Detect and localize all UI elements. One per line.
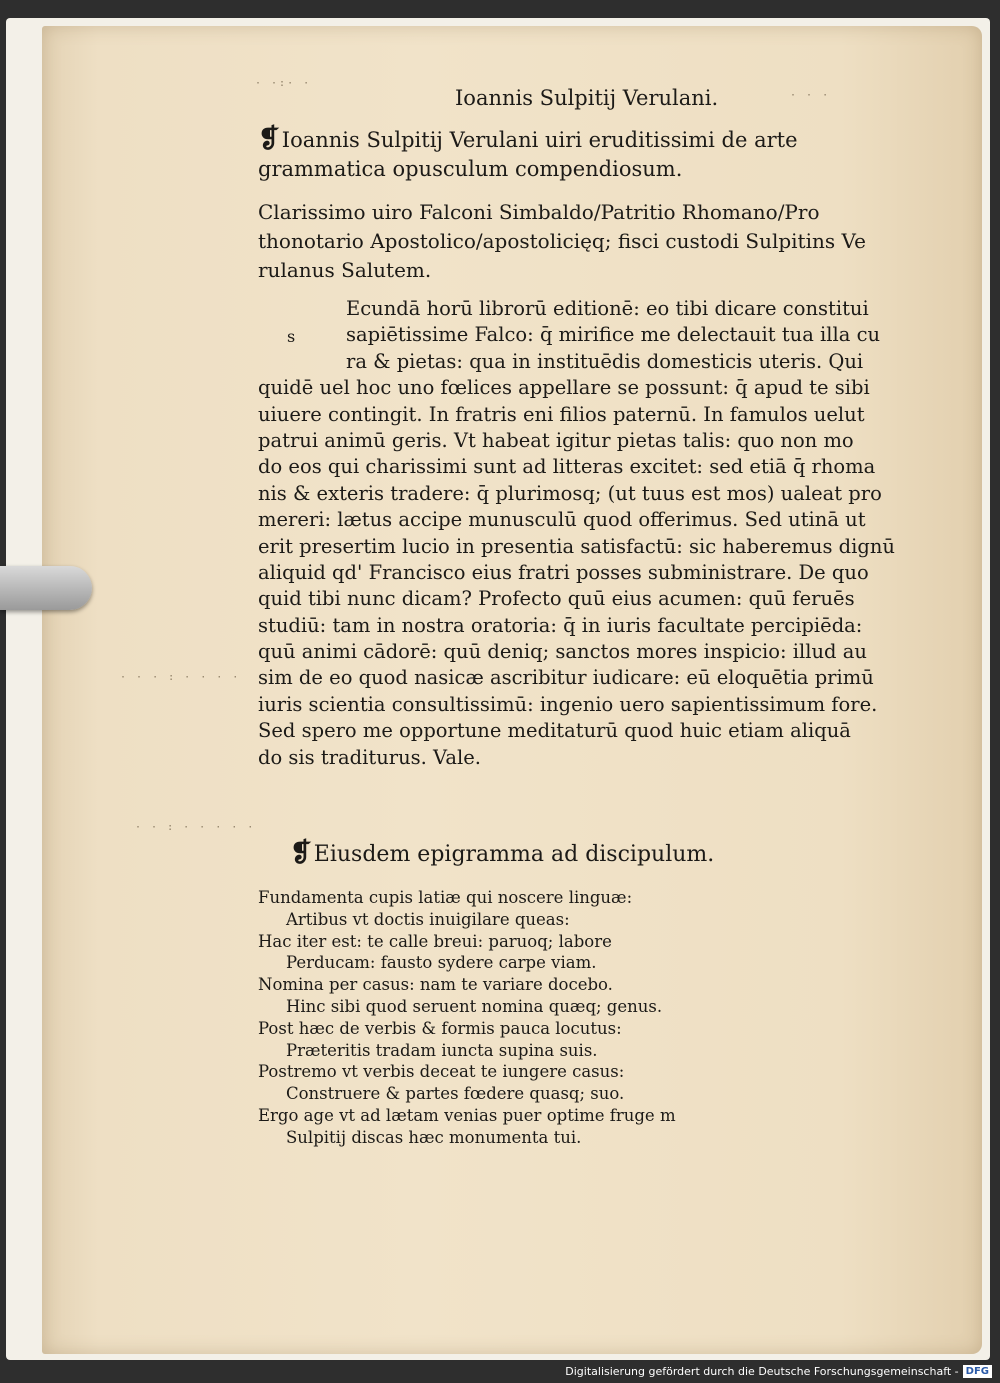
poem-line: Præteritis tradam iuncta supina suis.: [286, 1040, 598, 1060]
letter-line: ra & pietas: qua in instituēdis domesticis uteris. Qui: [346, 349, 864, 373]
letter-line: Sed spero me opportune meditaturū quod huic etiam aliquā: [258, 719, 851, 743]
work-title: [258, 125, 898, 184]
poem-line: Postremo vt verbis deceat te iungere casus:: [258, 1062, 625, 1082]
letter-line: quid tibi nunc dicam? Profecto quū eius acumen: quū feruēs: [258, 587, 855, 611]
pilcrow-icon: ❡: [258, 124, 280, 154]
dedicatory-letter: [258, 296, 922, 771]
letter-line: patrui animū geris. Vt habeat igitur pietas talis: quo non mo: [258, 428, 854, 452]
epigram-title: [290, 838, 714, 868]
letter-line: nis & exteris tradere: q̄ plurimosq; (ut tuus est mos) ualeat pro: [258, 481, 882, 505]
title-line: [258, 125, 898, 155]
poem-line: Ergo age vt ad lætam venias puer optime fruge m: [258, 1105, 676, 1125]
title-line-text: Ioannis Sulpitij Verulani uiri eruditissimi de arte: [281, 128, 798, 152]
letter-line: do eos qui charissimi sunt ad litteras excitet: sed etiā q̄ rhoma: [258, 455, 876, 479]
letter-line: do sis traditurus. Vale.: [258, 745, 481, 769]
poem-line: Perducam: fausto sydere carpe viam.: [286, 953, 597, 973]
letter-line: erit presertim lucio in presentia satisfactū: sic haberemus dignū: [258, 534, 895, 558]
poem-line: Sulpitij discas hæc monumenta tui.: [286, 1127, 582, 1147]
salutation-line: Clarissimo uiro Falconi Simbaldo/Patritio Rhomano/Pro: [258, 200, 820, 224]
poem-line: Hinc sibi quod seruent nomina quæq; genus.: [286, 996, 663, 1016]
letter-line: aliquid qd' Francisco eius fratri posses subministrare. De quo: [258, 560, 869, 584]
dfg-logo-icon: DFG: [963, 1365, 992, 1378]
ink-specks: · ·:· ·: [255, 78, 312, 89]
pilcrow-icon: ❡: [290, 838, 312, 868]
page-clip: [0, 566, 92, 610]
salutation-line: thonotario Apostolico/apostolicięq; fisci custodi Sulpitins Ve: [258, 229, 866, 253]
dedication-salutation: [258, 198, 918, 285]
epigram-title-text: Eiusdem epigramma ad discipulum.: [313, 842, 715, 867]
letter-line: iuris scientia consultissimū: ingenio uero sapientissimum fore.: [258, 692, 878, 716]
ink-specks: · · ·: [790, 90, 831, 101]
letter-line: quū animi cādorē: quū deniq; sanctos mores inspicio: illud au: [258, 640, 867, 664]
letter-line: uiuere contingit. In fratris eni filios paternū. In famulos uelut: [258, 402, 865, 426]
poem-line: Artibus vt doctis inuigilare queas:: [286, 909, 570, 929]
guide-letter: s: [287, 327, 296, 346]
letter-line: sapiētissime Falco: q̄ mirifice me delectauit tua illa cu: [346, 323, 881, 347]
ink-specks: · · · : · · · ·: [120, 672, 241, 683]
letter-line: Ecundā horū librorū editionē: eo tibi dicare constitui: [346, 297, 869, 320]
letter-line: mereri: lætus accipe munusculū quod offerimus. Sed utinā ut: [258, 508, 866, 532]
poem-line: Construere & partes fœdere quasq; suo.: [286, 1084, 625, 1104]
salutation-line: rulanus Salutem.: [258, 258, 432, 282]
footer-text: Digitalisierung gefördert durch die Deutsche Forschungsgemeinschaft -: [565, 1365, 959, 1378]
funding-footer: [565, 1365, 992, 1378]
letter-line: quidē uel hoc uno fœlices appellare se possunt: q̄ apud te sibi: [258, 376, 870, 400]
letter-line: studiū: tam in nostra oratoria: q̄ in iuris facultate percipiēda:: [258, 613, 863, 637]
poem-line: Hac iter est: te calle breui: paruoq; labore: [258, 931, 612, 951]
poem-line: Fundamenta cupis latiæ qui noscere linguæ:: [258, 888, 633, 907]
ink-specks: · · : · · · · ·: [135, 822, 256, 833]
running-head: Ioannis Sulpitij Verulani.: [455, 86, 719, 110]
letter-line: sim de eo quod nasicæ ascribitur iudicare: eū eloquētia primū: [258, 666, 874, 690]
poem-line: Nomina per casus: nam te variare docebo.: [258, 975, 613, 995]
epigram-poem: [258, 887, 918, 1149]
poem-line: Post hæc de verbis & formis pauca locutus:: [258, 1018, 622, 1038]
title-line: grammatica opusculum compendiosum.: [258, 157, 683, 181]
